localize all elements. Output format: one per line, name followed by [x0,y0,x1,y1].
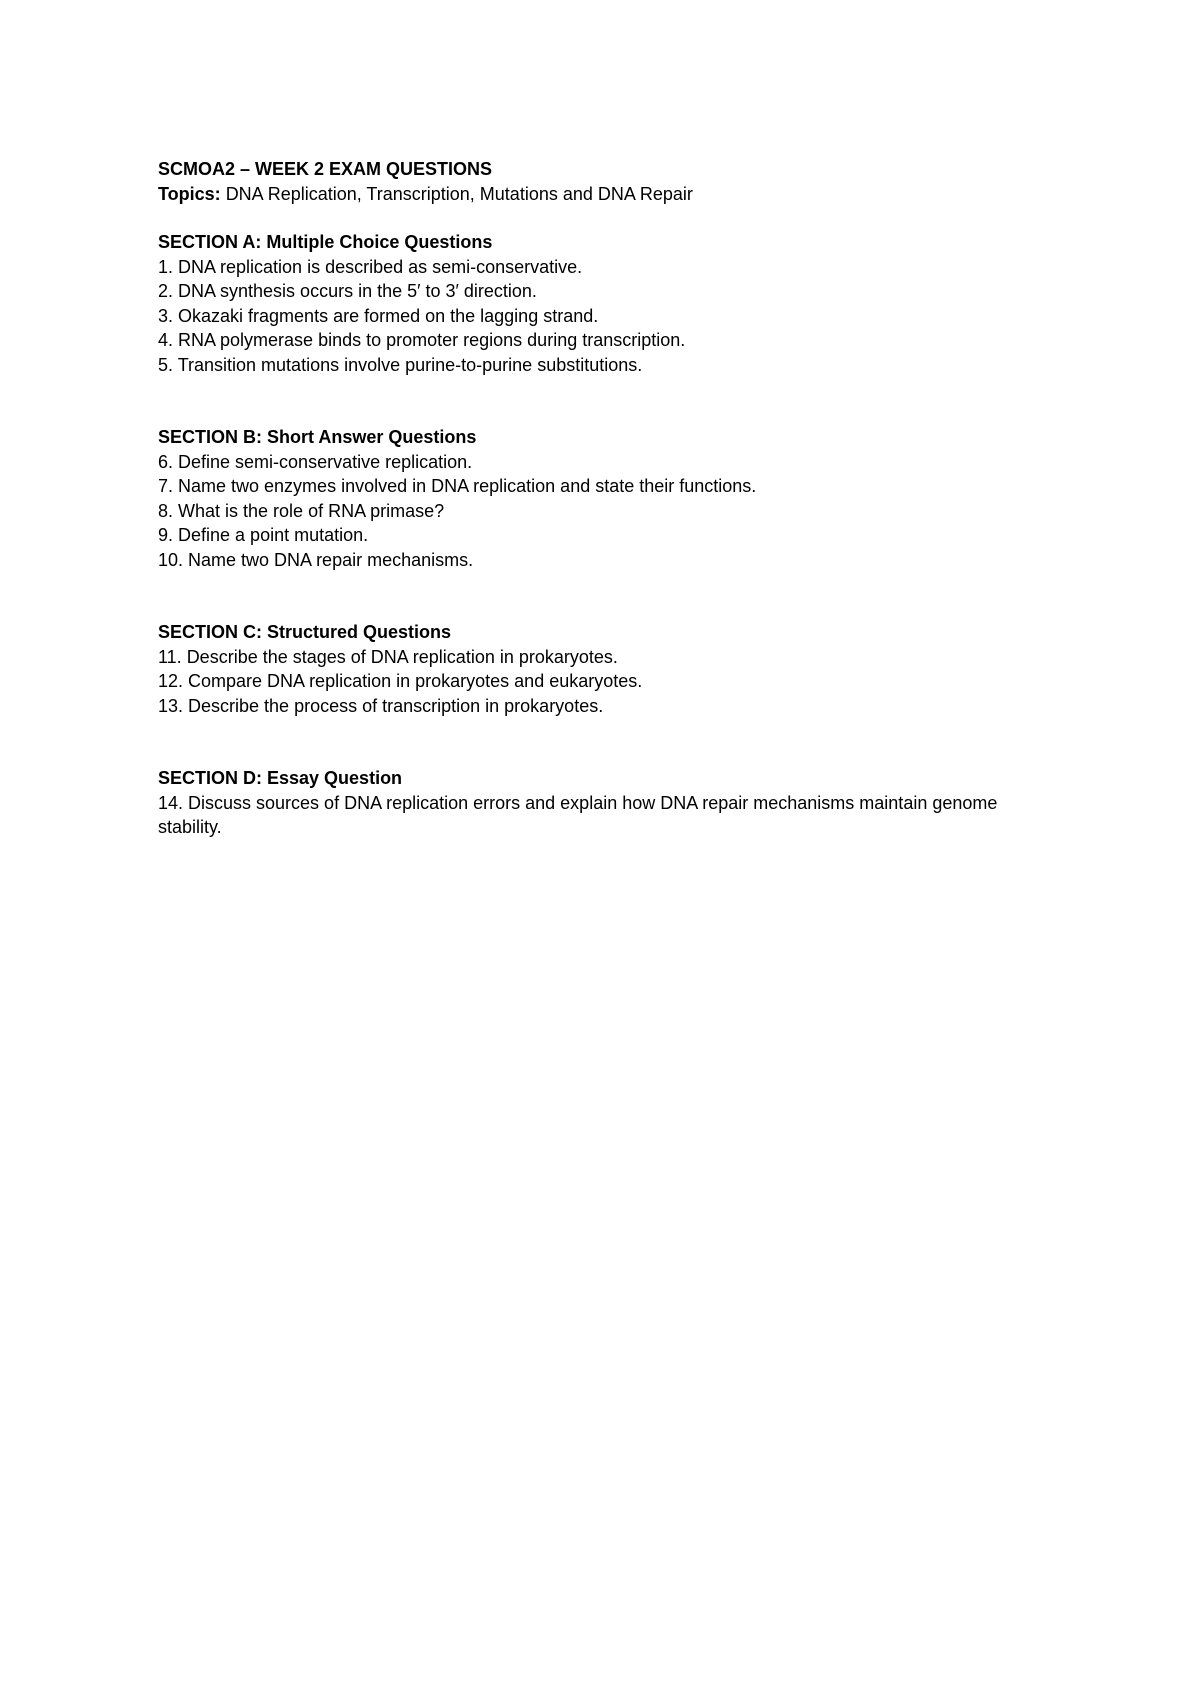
section-a [158,230,1058,377]
question-5: 5. Transition mutations involve purine-to-purine substitutions. [158,354,643,375]
question-3: 3. Okazaki fragments are formed on the lagging strand. [158,305,599,326]
question-7: 7. Name two enzymes involved in DNA replication and state their functions. [158,476,757,496]
question-1: 1. DNA replication is described as semi-conservative. [158,256,583,277]
topics-value: DNA Replication, Transcription, Mutations and DNA Repair [225,183,693,204]
question-12: 12. Compare DNA replication in prokaryotes and eukaryotes. [158,671,643,691]
section-d-question-list [158,791,1058,840]
section-b-question-list [158,450,1058,573]
question-10: 10. Name two DNA repair mechanisms. [158,549,474,570]
section-a-heading: SECTION A: Multiple Choice Questions [158,232,493,252]
question-4: 4. RNA polymerase binds to promoter regions during transcription. [158,330,686,350]
question-11: 11. Describe the stages of DNA replication in prokaryotes. [158,646,618,667]
section-b-heading: SECTION B: Short Answer Questions [158,427,477,447]
section-d [158,766,1058,840]
document-title: SCMOA2 – WEEK 2 EXAM QUESTIONS [158,159,493,179]
question-6: 6. Define semi-conservative replication. [158,451,473,472]
section-c-question-list [158,645,1058,719]
section-b [158,425,1058,572]
section-d-heading: SECTION D: Essay Question [158,768,403,788]
document-content [158,157,1058,840]
question-13: 13. Describe the process of transcription in prokaryotes. [158,695,604,716]
question-9: 9. Define a point mutation. [158,525,369,545]
question-8: 8. What is the role of RNA primase? [158,500,445,521]
section-c-heading: SECTION C: Structured Questions [158,622,452,642]
section-c [158,620,1058,718]
question-14: 14. Discuss sources of DNA replication errors and explain how DNA repair mechanisms maintain genome stability. [158,792,998,837]
topics-label: Topics: [158,183,221,204]
topics-line [158,182,1058,207]
question-2: 2. DNA synthesis occurs in the 5′ to 3′ direction. [158,281,537,301]
section-a-question-list [158,255,1058,378]
